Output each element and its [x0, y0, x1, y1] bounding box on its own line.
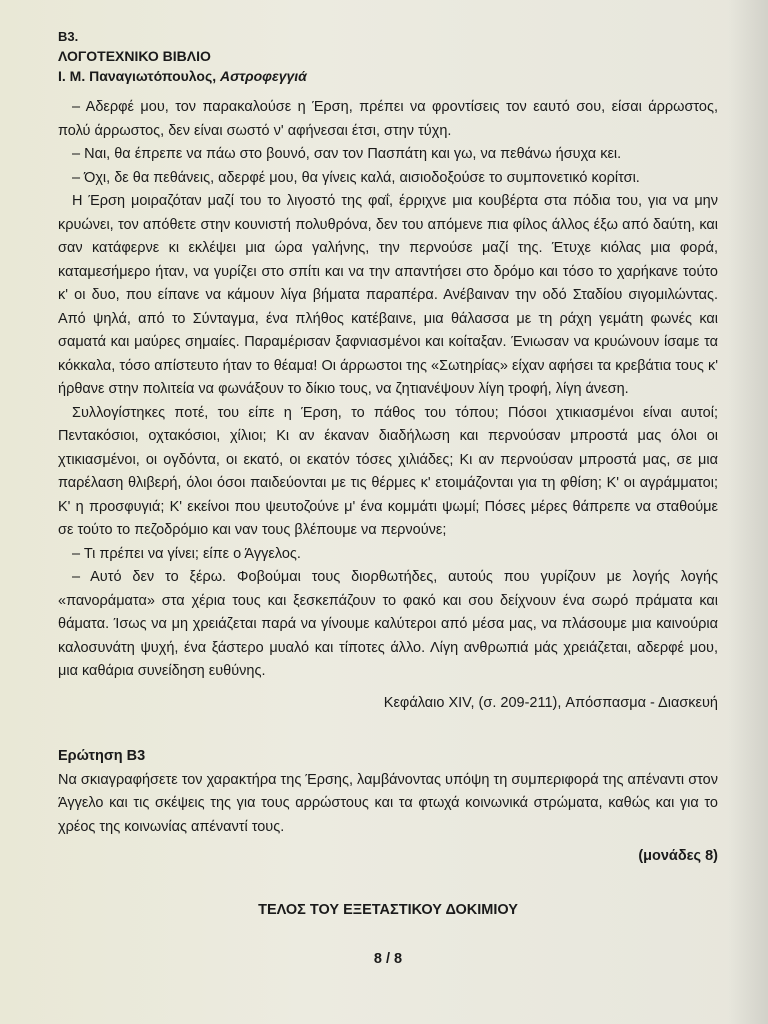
book-title: ΛΟΓΟΤΕΧΝΙΚΟ ΒΙΒΛΙΟ	[58, 48, 211, 64]
paragraph: – Τι πρέπει να γίνει; είπε ο Άγγελος.	[72, 545, 301, 562]
paragraph: – Ναι, θα έπρεπε να πάω στο βουνό, σαν τον Πασπάτη και γω, να πεθάνω ήσυχα κει.	[72, 146, 622, 162]
section-code: B3.	[58, 29, 79, 44]
points-label: (μονάδες 8)	[638, 848, 718, 864]
exam-page	[58, 28, 718, 1018]
author-line	[58, 66, 718, 86]
work-title: Αστροφεγγιά	[220, 68, 307, 84]
question-heading: Ερώτηση Β3	[58, 748, 146, 764]
end-heading: ΤΕΛΟΣ ΤΟΥ ΕΞΕΤΑΣΤΙΚΟΥ ΔΟΚΙΜΙΟΥ	[258, 901, 518, 918]
source-citation: Κεφάλαιο XIV, (σ. 209-211), Απόσπασμα - Διασκευή	[383, 694, 718, 711]
paragraph: Η Έρση μοιραζόταν μαζί του το λιγοστό της φαΐ, έρριχνε μια κουβέρτα στα πόδια του, για να μην κρυώνει, τον απόθετε στην κουνιστή πολυθρόνα, δεν του απόμενε πια φίλος άλλος έξω από δαύτη, και σαν κατάφερνε κι εκλέψει μια ώρα γαλήνης, την περνούσε μαζί της. Έτυχε κιόλας μια φορά, καταμεσήμερο ήταν, να γυρίζει στο σπίτι και να την απαντήσει στο δρόμο και τόσο το χαρήκανε τούτο κ' οι δυο, που είπανε να κάμουν λίγα βήματα παραπέρα. Ανέβαιναν την οδό Σταδίου σιγομιλώντας. Από ψηλά, από το Σύνταγμα, ένα πλήθος κατέβαινε, μια θάλασσα με τη ράχη γεμάτη φωνές και σαματά και μαύρες σημαίες. Παραμέρισαν ξαφνιασμένοι και κοίταξαν. Ένιωσαν να κρυώνουν ίσαμε τα κόκκαλα, τόσο απίστευτο ήταν το θέαμα! Οι άρρωστοι της «Σωτηρίας» είχαν αφήσει τα κρεβάτια τους κ' ήρθανε στην πολιτεία να φωνάξουν το δίκιο τους, να ζητιανέψουν λίγη τροφή, λίγη άνεση.	[58, 193, 718, 397]
page-number: 8 / 8	[373, 951, 403, 967]
question-text: Να σκιαγραφήσετε τον χαρακτήρα της Έρσης, λαμβάνοντας υπόψη τη συμπεριφορά της απέναντι στον Άγγελο και τις σκέψεις της για τους αρρώστους και τα φτωχά κοινωνικά στρώματα, καθώς και για το χρέος της κοινωνίας απέναντί τους.	[58, 771, 718, 835]
author-name: Ι. Μ. Παναγιωτόπουλος,	[58, 68, 220, 84]
page-shadow	[728, 0, 768, 1024]
paragraph: Συλλογίστηκες ποτέ, του είπε η Έρση, το πάθος του τόπου; Πόσοι χτικιασμένοι είναι αυτοί; Πεντακόσιοι, οχτακόσιοι, χίλιοι; Κι αν έκαναν διαδήλωση και περνούσαν μπροστά μας όλοι οι χτικιασμένοι, οι ογδόντα, οι εκατό, οι εκατόν τόσες χιλιάδες; Κι αν περνούσαν μπροστά μας, σε μια παρέλαση θλιβερή, όλοι όσοι παιδεύονται με τις θέρμες κ' ετοιμάζονται για τη φθίση; Κ' οι αγράμματοι; Κ' η προσφυγιά; Κ' εκείνοι που ψευτοζούνε μ' ένα κομμάτι ψωμί; Πόσες μέρες θάπρεπε να σταθούμε σε τούτο το πεζοδρόμιο και ναν τους βλέπουμε να περνούνε;	[58, 404, 718, 538]
paragraph: – Όχι, δε θα πεθάνεις, αδερφέ μου, θα γίνεις καλά, αισιοδοξούσε το συμπονετικό κορίτσι.	[72, 169, 640, 186]
paragraph: – Αδερφέ μου, τον παρακαλούσε η Έρση, πρέπει να φροντίσεις τον εαυτό σου, είσαι άρρωστος, πολύ άρρωστος, δεν είναι σωστό ν' αφήνεσαι έτσι, στην τύχη.	[58, 99, 718, 139]
paragraph: – Αυτό δεν το ξέρω. Φοβούμαι τους διορθωτήδες, αυτούς που γυρίζουν με λογής λογής «πανοράματα» στα χέρια τους και ξεσκεπάζουν το φακό και σου δείχνουν ένα σωρό πράματα και θάματα. Ίσως να μη χρειάζεται παρά να γίνουμε καλύτεροι από μέσα μας, να πλάσουμε μια καινούρια καλοσυνάτη ψυχή, ένα ξάστερο μυαλό και τίποτες άλλο. Λίγη ανθρωπιά μάς χρειάζεται, αδερφέ μου, μια καθάρια συνείδηση ευθύνης.	[58, 569, 718, 679]
